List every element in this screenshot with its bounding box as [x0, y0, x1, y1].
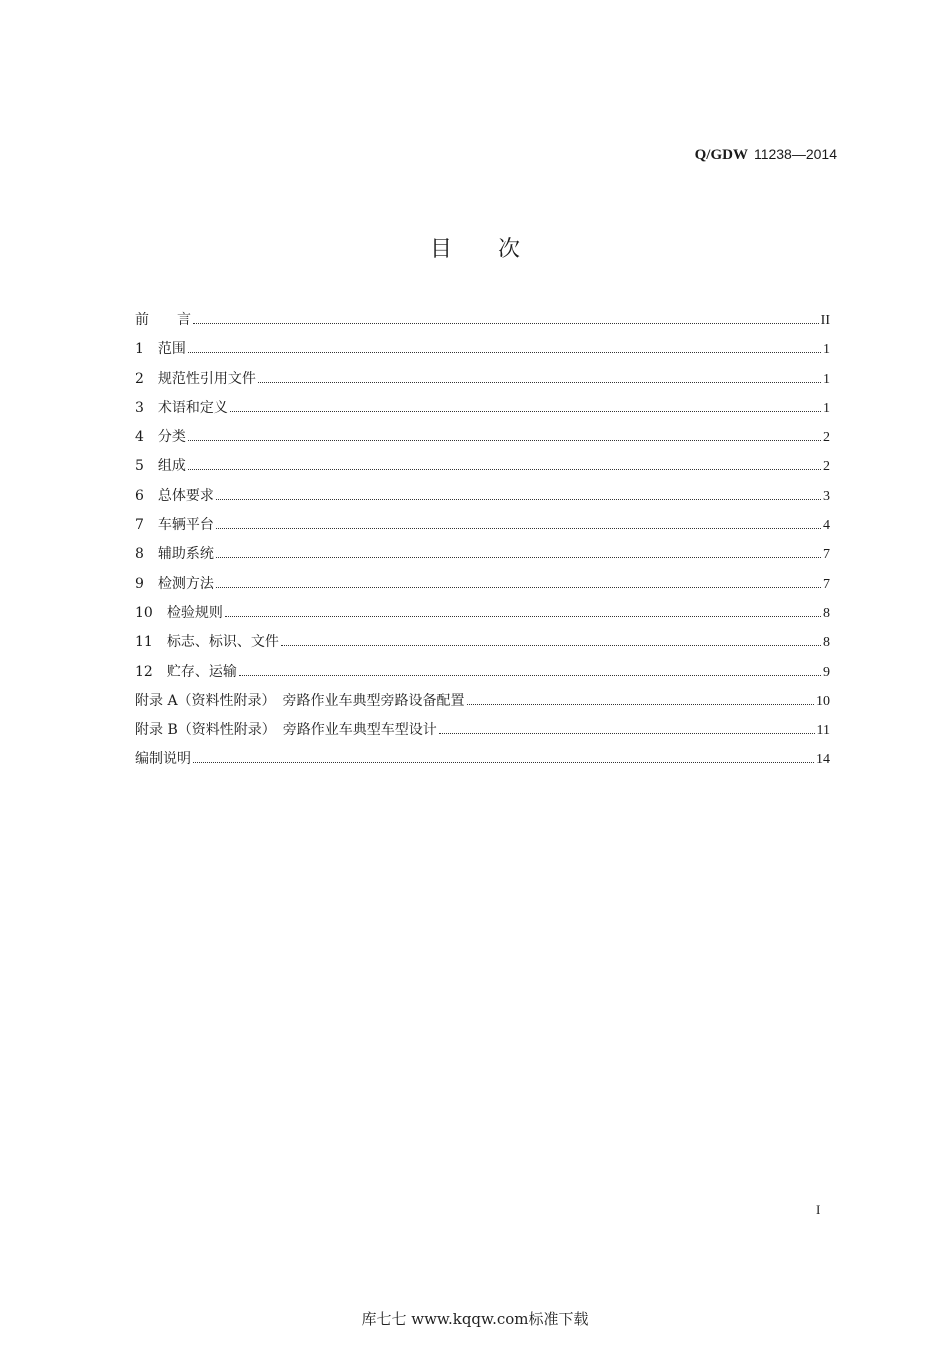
- dot-leader: [193, 322, 819, 324]
- dot-leader: [188, 351, 821, 353]
- dot-leader: [281, 644, 821, 646]
- toc-entry-label: 5 组成: [135, 458, 186, 475]
- toc-entry-scope[interactable]: [135, 338, 830, 367]
- standard-code: 11238—2014: [753, 146, 837, 162]
- toc-entry-page: 8: [823, 605, 830, 621]
- toc-entry-page: 7: [823, 576, 830, 592]
- dot-leader: [193, 761, 814, 763]
- toc-entry-page: 3: [823, 488, 830, 504]
- toc-entry-label: 1 范围: [135, 341, 186, 358]
- table-of-contents: [135, 309, 830, 778]
- toc-entry-auxiliary-systems[interactable]: [135, 543, 830, 572]
- toc-entry-page: 11: [816, 723, 830, 739]
- toc-entry-label: 2 规范性引用文件: [135, 370, 256, 387]
- toc-entry-terms-definitions[interactable]: [135, 397, 830, 426]
- toc-entry-label: 10 检验规则: [135, 604, 223, 621]
- toc-entry-compilation-notes[interactable]: [135, 748, 830, 777]
- toc-entry-appendix-b[interactable]: [135, 719, 830, 748]
- toc-entry-label: 6 总体要求: [135, 487, 214, 504]
- toc-entry-page: 9: [823, 664, 830, 680]
- toc-entry-vehicle-platform[interactable]: [135, 514, 830, 543]
- toc-entry-label: 8 辅助系统: [135, 546, 214, 563]
- toc-entry-page: 2: [823, 430, 830, 446]
- toc-entry-label: 9 检测方法: [135, 575, 214, 592]
- toc-entry-label: 7 车辆平台: [135, 517, 214, 534]
- dot-leader: [225, 615, 821, 617]
- dot-leader: [230, 410, 821, 412]
- dot-leader: [188, 468, 821, 470]
- toc-entry-composition[interactable]: [135, 455, 830, 484]
- toc-entry-classification[interactable]: [135, 426, 830, 455]
- toc-entry-page: 2: [823, 459, 830, 475]
- toc-entry-page: 1: [823, 342, 830, 358]
- toc-entry-label: 附录 A（资料性附录） 旁路作业车典型旁路设备配置: [135, 692, 465, 709]
- dot-leader: [216, 498, 821, 500]
- dot-leader: [216, 527, 821, 529]
- page-number: I: [816, 1202, 821, 1217]
- dot-leader: [467, 703, 814, 705]
- dot-leader: [258, 381, 821, 383]
- dot-leader: [439, 732, 815, 734]
- toc-entry-marking-documents[interactable]: [135, 631, 830, 660]
- toc-entry-appendix-a[interactable]: [135, 690, 830, 719]
- toc-title: 目次: [429, 237, 566, 262]
- toc-entry-page: 4: [823, 518, 830, 534]
- toc-entry-inspection-rules[interactable]: [135, 602, 830, 631]
- standard-prefix: Q/GDW: [694, 147, 748, 163]
- toc-entry-label: 前 言: [135, 312, 191, 328]
- toc-entry-test-methods[interactable]: [135, 573, 830, 602]
- dot-leader: [216, 586, 821, 588]
- toc-entry-general-requirements[interactable]: [135, 485, 830, 514]
- toc-entry-page: 7: [823, 547, 830, 563]
- toc-entry-label: 附录 B（资料性附录） 旁路作业车典型车型设计: [135, 722, 437, 739]
- toc-entry-foreword[interactable]: [135, 309, 830, 338]
- toc-entry-page: 14: [816, 752, 830, 768]
- standard-number: [695, 146, 837, 164]
- dot-leader: [239, 674, 821, 676]
- toc-entry-label: 3 术语和定义: [135, 399, 228, 416]
- toc-entry-page: 8: [823, 635, 830, 651]
- toc-entry-normative-references[interactable]: [135, 368, 830, 397]
- dot-leader: [188, 439, 821, 441]
- toc-entry-page: 1: [823, 400, 830, 416]
- toc-entry-label: 11 标志、标识、文件: [135, 634, 279, 651]
- toc-entry-storage-transport[interactable]: [135, 661, 830, 690]
- toc-entry-label: 4 分类: [135, 429, 186, 446]
- toc-entry-page: 10: [816, 693, 830, 709]
- download-watermark: 库七七 www.kqqw.com标准下载: [361, 1310, 589, 1328]
- toc-entry-label: 编制说明: [135, 751, 191, 768]
- toc-entry-page: 1: [823, 371, 830, 387]
- toc-entry-page: II: [820, 313, 830, 328]
- dot-leader: [216, 556, 821, 558]
- toc-entry-label: 12 贮存、运输: [135, 663, 237, 680]
